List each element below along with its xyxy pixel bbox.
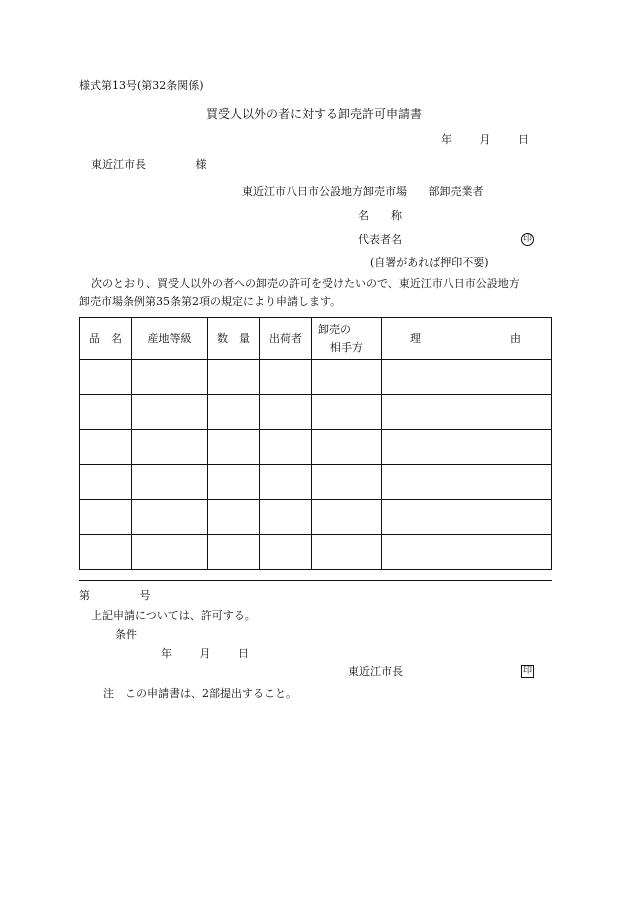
table-cell[interactable] (80, 395, 132, 430)
header-reason-a: 理 (410, 332, 421, 345)
table-cell[interactable] (80, 500, 132, 535)
table-cell[interactable] (80, 360, 132, 395)
document-title: 買受人以外の者に対する卸売許可申請書 (206, 107, 423, 121)
approval-number (79, 590, 151, 601)
addressee (91, 159, 207, 170)
table-cell[interactable] (208, 500, 260, 535)
header-buyer-line2: 相手方 (330, 340, 363, 354)
table-row (80, 395, 552, 430)
body-line-2: 卸売市場条例第35条第2項の規定により申請します。 (79, 295, 342, 308)
table-cell[interactable] (382, 465, 552, 500)
table-header-row (80, 318, 552, 360)
header-item: 品 名 (80, 318, 132, 360)
application-date (441, 134, 529, 145)
seal-icon: 印 (522, 666, 532, 676)
table-row (80, 465, 552, 500)
header-shipper: 出荷者 (260, 318, 312, 360)
form-number: 様式第13号(第32条関係) (79, 79, 204, 92)
table-cell[interactable] (260, 395, 312, 430)
issuer: 東近江市長 (348, 665, 403, 678)
addressee-name: 東近江市長 (91, 158, 146, 171)
table-cell[interactable] (312, 430, 382, 465)
market-name: 東近江市八日市公設地方卸売市場 (242, 185, 407, 198)
table-cell[interactable] (312, 465, 382, 500)
issuer-seal (521, 664, 534, 678)
table-cell[interactable] (382, 535, 552, 570)
approval-number-prefix: 第 (79, 589, 90, 602)
table-cell[interactable] (260, 500, 312, 535)
applicant-seal (521, 232, 534, 246)
seal-icon: 印 (522, 234, 532, 244)
permit-text: 上記申請については、許可する。 (91, 609, 256, 622)
section-divider (79, 580, 552, 581)
date-month: 月 (479, 133, 491, 146)
table-row (80, 360, 552, 395)
table-cell[interactable] (260, 535, 312, 570)
table-cell[interactable] (312, 360, 382, 395)
table-cell[interactable] (132, 465, 208, 500)
approval-date-month: 月 (199, 647, 211, 660)
table-cell[interactable] (312, 500, 382, 535)
table-cell[interactable] (80, 535, 132, 570)
table-cell[interactable] (260, 360, 312, 395)
header-origin-grade: 産地等級 (132, 318, 208, 360)
header-buyer-line1: 卸売の (318, 322, 351, 336)
date-year: 年 (441, 133, 452, 146)
date-day: 日 (518, 133, 529, 146)
table-cell[interactable] (208, 360, 260, 395)
approval-date-day: 日 (238, 647, 249, 660)
table-cell[interactable] (132, 360, 208, 395)
addressee-honorific: 様 (195, 158, 207, 171)
header-buyer (312, 318, 382, 360)
table-cell[interactable] (80, 430, 132, 465)
table-row (80, 535, 552, 570)
table-cell[interactable] (208, 535, 260, 570)
signature-note: (自署があれば押印不要) (370, 256, 489, 269)
table-row (80, 500, 552, 535)
body-line-1: 次のとおり、買受人以外の者への卸売の許可を受けたいので、東近江市八日市公設地方 (91, 277, 520, 290)
table-cell[interactable] (382, 360, 552, 395)
application-table (79, 317, 552, 570)
table-row (80, 430, 552, 465)
table-cell[interactable] (312, 395, 382, 430)
approval-number-suffix: 号 (139, 589, 151, 602)
applicant-name-label: 名 称 (358, 209, 402, 222)
footnote: 注 この申請書は、2部提出すること。 (103, 687, 297, 700)
header-reason-b: 由 (510, 332, 521, 345)
table-cell[interactable] (312, 535, 382, 570)
table-cell[interactable] (260, 430, 312, 465)
representative-label: 代表者名 (358, 233, 402, 246)
table-cell[interactable] (132, 395, 208, 430)
table-cell[interactable] (382, 500, 552, 535)
table-cell[interactable] (80, 465, 132, 500)
table-cell[interactable] (208, 465, 260, 500)
applicant-role: 部卸売業者 (428, 185, 484, 198)
header-reason (382, 318, 552, 360)
table-cell[interactable] (132, 500, 208, 535)
applicant-market (242, 186, 484, 197)
table-cell[interactable] (208, 395, 260, 430)
table-cell[interactable] (208, 430, 260, 465)
table-cell[interactable] (260, 465, 312, 500)
table-cell[interactable] (382, 395, 552, 430)
header-quantity: 数 量 (208, 318, 260, 360)
table-cell[interactable] (382, 430, 552, 465)
approval-date (161, 648, 249, 659)
table-cell[interactable] (132, 430, 208, 465)
condition-label: 条件 (115, 628, 137, 641)
approval-date-year: 年 (161, 647, 172, 660)
table-cell[interactable] (132, 535, 208, 570)
